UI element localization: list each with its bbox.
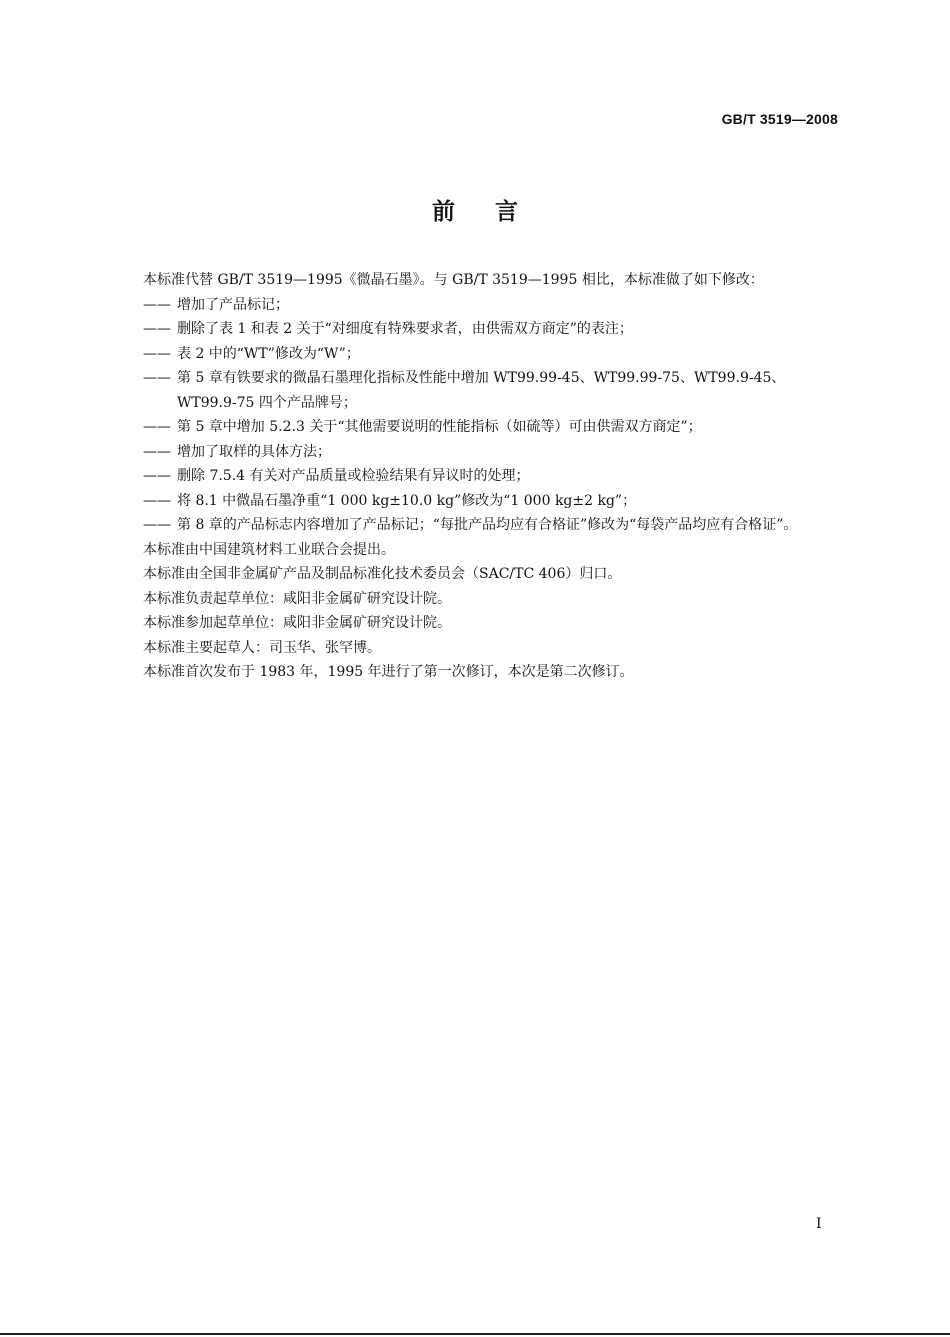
change-item (143, 513, 843, 538)
dash-marker: —— (143, 370, 171, 386)
change-item (143, 440, 843, 465)
change-text: 删除了表 1 和表 2 关于“对细度有特殊要求者，由供需双方商定”的表注； (177, 321, 633, 337)
dash-marker: —— (143, 517, 171, 533)
standard-number: GB/T 3519—2008 (721, 111, 838, 127)
change-text: 增加了取样的具体方法； (177, 443, 331, 460)
page-number: I (816, 1216, 822, 1232)
document-body (143, 268, 843, 685)
dash-marker: —— (143, 345, 171, 362)
lead-drafter-statement: 本标准负责起草单位：咸阳非金属矿研究设计院。 (143, 590, 451, 607)
change-text: 表 2 中的“WT”修改为“W”； (177, 345, 360, 362)
publication-history-statement: 本标准首次发布于 1983 年，1995 年进行了第一次修订，本次是第二次修订。 (143, 664, 634, 680)
change-text: 第 5 章有铁要求的微晶石墨理化指标及性能中增加 WT99.99-45、WT99.99-75、WT99.9-45、WT99.9-75 四个产品牌号； (177, 370, 786, 411)
change-item (143, 415, 843, 440)
change-text: 第 8 章的产品标志内容增加了产品标记；“每批产品均应有合格证”修改为“每袋产品均应有合格证”。 (177, 517, 798, 533)
dash-marker: —— (143, 296, 171, 313)
change-item (143, 464, 843, 489)
proposer-statement: 本标准由中国建筑材料工业联合会提出。 (143, 541, 395, 558)
change-item (143, 342, 843, 367)
change-text: 第 5 章中增加 5.2.3 关于“其他需要说明的性能指标（如硫等）可由供需双方商定”； (177, 419, 702, 435)
main-drafters-statement: 本标准主要起草人：司玉华、张罕博。 (143, 639, 381, 656)
committee-statement: 本标准由全国非金属矿产品及制品标准化技术委员会（SAC/TC 406）归口。 (143, 566, 622, 582)
change-text: 将 8.1 中微晶石墨净重“1 000 kg±10.0 kg”修改为“1 000 kg±2 kg”； (177, 492, 637, 509)
change-item (143, 489, 843, 514)
dash-marker: —— (143, 321, 171, 337)
dash-marker: —— (143, 492, 171, 509)
page-title: 前言 (432, 199, 558, 225)
bottom-rule (0, 1333, 950, 1335)
dash-marker: —— (143, 419, 171, 435)
dash-marker: —— (143, 443, 171, 460)
change-text: 增加了产品标记； (177, 296, 289, 313)
dash-marker: —— (143, 468, 171, 484)
intro-paragraph: 本标准代替 GB/T 3519—1995《微晶石墨》。与 GB/T 3519—1995 相比，本标准做了如下修改： (143, 272, 764, 288)
change-item (143, 366, 843, 415)
change-text: 删除 7.5.4 有关对产品质量或检验结果有异议时的处理； (177, 468, 530, 484)
change-item (143, 293, 843, 318)
change-item (143, 317, 843, 342)
participating-drafter-statement: 本标准参加起草单位：咸阳非金属矿研究设计院。 (143, 615, 451, 631)
